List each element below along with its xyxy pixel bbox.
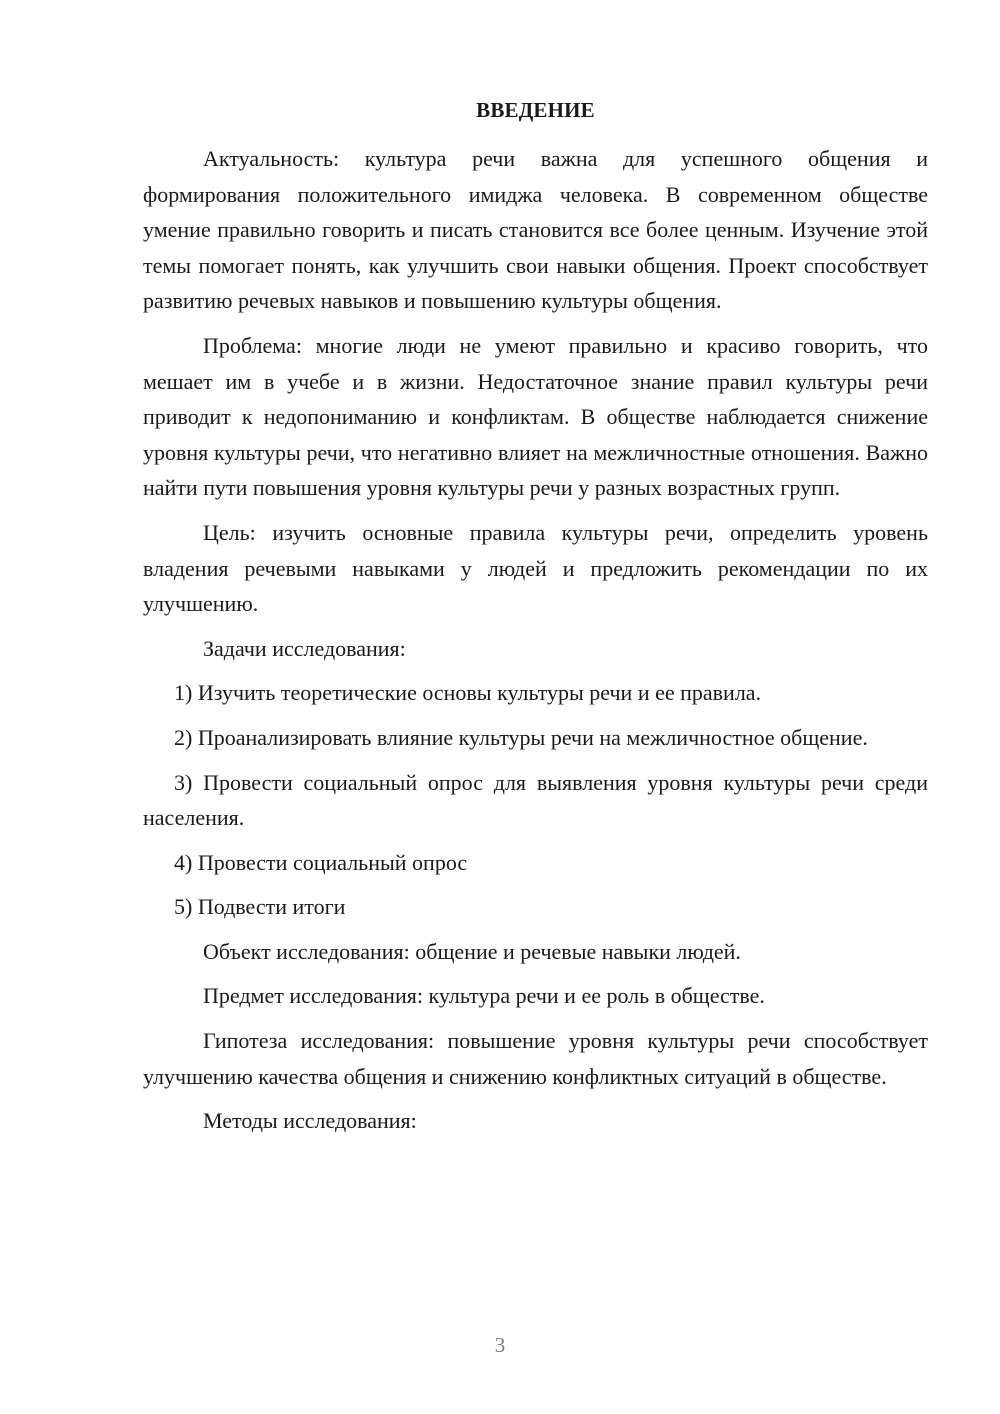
document-body: [143, 141, 928, 1148]
problem-paragraph: Проблема: многие люди не умеют правильно и красиво говорить, что мешает им в учебе и в жизни. Недостаточное знание правил культуры речи приводит к недопониманию и конфликтам. В обществе наблюдается снижение уровня культуры речи, что негативно влияет на межличностные отношения. Важно найти пути повышения уровня культуры речи у разных возрастных групп.: [143, 332, 928, 501]
relevance-paragraph: Актуальность: культура речи важна для успешного общения и формирования положительного имиджа человека. В современном обществе умение правильно говорить и писать становится все более ценным. Изучение этой темы помогает понять, как улучшить свои навыки общения. Проект способствует развитию речевых навыков и повышению культуры общения.: [143, 146, 928, 314]
hypothesis-paragraph: Гипотеза исследования: повышение уровня культуры речи способствует улучшению качества общения и снижению конфликтных ситуаций в обществе.: [143, 1028, 928, 1089]
object-paragraph: Объект исследования: общение и речевые навыки людей.: [203, 938, 741, 964]
section-title: ВВЕДЕНИЕ: [476, 98, 595, 122]
task-item-5: 5) Подвести итоги: [174, 894, 346, 920]
task-item-2: 2) Проанализировать влияние культуры речи на межличностное общение.: [174, 724, 868, 750]
task-item-1: 1) Изучить теоретические основы культуры речи и ее правила.: [174, 680, 762, 706]
task-item-4: 4) Провести социальный опрос: [174, 849, 468, 875]
page-number: 3: [494, 1333, 506, 1357]
task-item-3: 3) Провести социальный опрос для выявления уровня культуры речи среди населения.: [143, 769, 928, 831]
goal-paragraph: Цель: изучить основные правила культуры речи, определить уровень владения речевыми навыками у людей и предложить рекомендации по их улучшению.: [143, 519, 928, 617]
tasks-heading: Задачи исследования:: [203, 635, 406, 661]
methods-heading: Методы исследования:: [203, 1108, 417, 1134]
subject-paragraph: Предмет исследования: культура речи и ее роль в обществе.: [203, 983, 765, 1009]
